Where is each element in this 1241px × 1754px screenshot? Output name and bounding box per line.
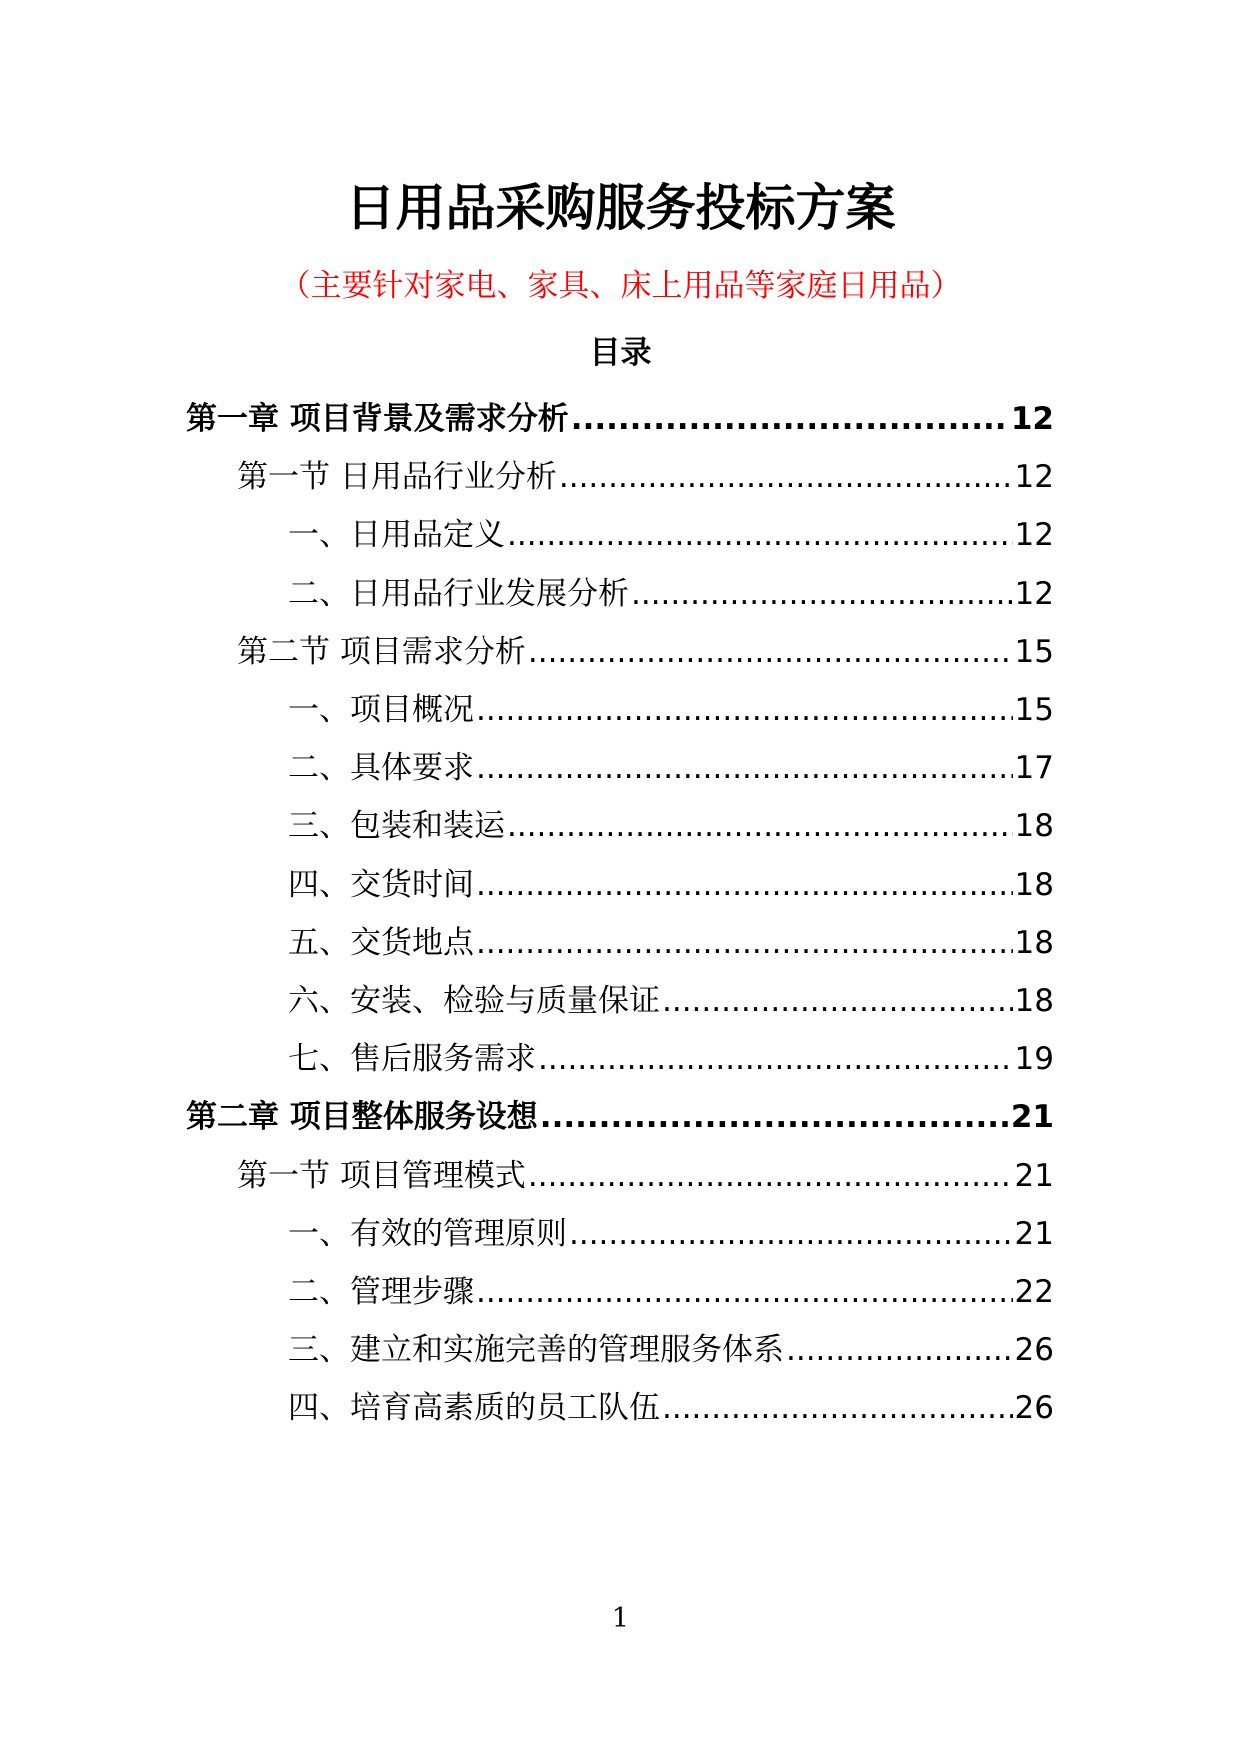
toc-entry-page: 21: [1014, 1216, 1054, 1252]
toc-dot-leader: [476, 862, 1013, 908]
toc-dot-leader: [528, 1153, 1013, 1199]
toc-dot-leader: [476, 920, 1013, 966]
toc-entry[interactable]: [237, 629, 1054, 675]
toc-entry-label: 第二节 项目需求分析: [237, 634, 526, 670]
toc-entry[interactable]: [288, 512, 1054, 558]
toc-dot-leader: [786, 1327, 1013, 1373]
toc-dot-leader: [528, 629, 1013, 675]
toc-entry-page: 19: [1014, 1041, 1054, 1077]
toc-entry[interactable]: [288, 920, 1054, 966]
toc-entry[interactable]: [288, 1385, 1054, 1431]
toc-entry[interactable]: [288, 745, 1054, 791]
toc-entry[interactable]: [186, 1094, 1054, 1140]
toc-entry[interactable]: [288, 1211, 1054, 1257]
toc-dot-leader: [559, 454, 1013, 500]
toc-dot-leader: [571, 396, 1009, 442]
toc-entry[interactable]: [237, 454, 1054, 500]
toc-entry[interactable]: [288, 1269, 1054, 1315]
toc-entry-page: 26: [1014, 1332, 1054, 1368]
toc-dot-leader: [569, 1211, 1013, 1257]
toc-entry-label: 一、项目概况: [288, 692, 474, 728]
toc-entry-page: 18: [1014, 983, 1054, 1019]
toc-entry-label: 三、包装和装运: [288, 808, 505, 844]
toc-dot-leader: [507, 803, 1013, 849]
toc-entry[interactable]: [288, 687, 1054, 733]
toc-dot-leader: [662, 1385, 1013, 1431]
toc-entry-page: 21: [1014, 1158, 1054, 1194]
toc-entry-label: 二、具体要求: [288, 750, 474, 786]
toc-dot-leader: [507, 512, 1013, 558]
toc-dot-leader: [540, 1094, 1009, 1140]
toc-entry-page: 18: [1014, 808, 1054, 844]
toc-entry-label: 七、售后服务需求: [288, 1041, 536, 1077]
toc-entry[interactable]: [288, 862, 1054, 908]
toc-entry-label: 六、安装、检验与质量保证: [288, 983, 660, 1019]
toc-entry-label: 一、有效的管理原则: [288, 1216, 567, 1252]
toc-entry[interactable]: [288, 978, 1054, 1024]
toc-dot-leader: [476, 1269, 1013, 1315]
toc-entry-page: 17: [1014, 750, 1054, 786]
toc-entry-page: 22: [1014, 1274, 1054, 1310]
page-number: 1: [611, 1603, 630, 1634]
document-title: 日用品采购服务投标方案: [345, 179, 896, 237]
toc-entry[interactable]: [288, 1327, 1054, 1373]
toc-entry-label: 五、交货地点: [288, 925, 474, 961]
toc-dot-leader: [476, 745, 1013, 791]
toc-entry-page: 12: [1010, 401, 1054, 437]
toc-entry[interactable]: [288, 1036, 1054, 1082]
toc-entry-page: 15: [1014, 634, 1054, 670]
toc-entry-page: 12: [1014, 517, 1054, 553]
toc-entry-label: 第一章 项目背景及需求分析: [186, 401, 569, 437]
toc-heading: 目录: [589, 335, 652, 371]
toc-entry-label: 四、培育高素质的员工队伍: [288, 1390, 660, 1426]
toc-entry-page: 12: [1014, 459, 1054, 495]
toc-entry-page: 12: [1014, 576, 1054, 612]
toc-entry[interactable]: [186, 396, 1054, 442]
toc-entry-page: 18: [1014, 925, 1054, 961]
toc-dot-leader: [662, 978, 1013, 1024]
toc-entry[interactable]: [288, 803, 1054, 849]
toc-entry-label: 第一节 项目管理模式: [237, 1158, 526, 1194]
document-subtitle: （主要针对家电、家具、床上用品等家庭日用品）: [279, 268, 962, 304]
toc-entry-page: 21: [1010, 1099, 1054, 1135]
toc-entry-page: 18: [1014, 867, 1054, 903]
toc-entry[interactable]: [288, 571, 1054, 617]
toc-entry-page: 26: [1014, 1390, 1054, 1426]
toc-dot-leader: [631, 571, 1013, 617]
toc-entry-label: 二、管理步骤: [288, 1274, 474, 1310]
toc-dot-leader: [476, 687, 1013, 733]
toc-entry-label: 一、日用品定义: [288, 517, 505, 553]
toc-entry-label: 第二章 项目整体服务设想: [186, 1099, 538, 1135]
toc-dot-leader: [538, 1036, 1013, 1082]
toc-entry-label: 三、建立和实施完善的管理服务体系: [288, 1332, 784, 1368]
toc-entry-label: 二、日用品行业发展分析: [288, 576, 629, 612]
toc-entry-label: 四、交货时间: [288, 867, 474, 903]
toc-entry-page: 15: [1014, 692, 1054, 728]
toc-entry[interactable]: [237, 1153, 1054, 1199]
toc-entry-label: 第一节 日用品行业分析: [237, 459, 557, 495]
